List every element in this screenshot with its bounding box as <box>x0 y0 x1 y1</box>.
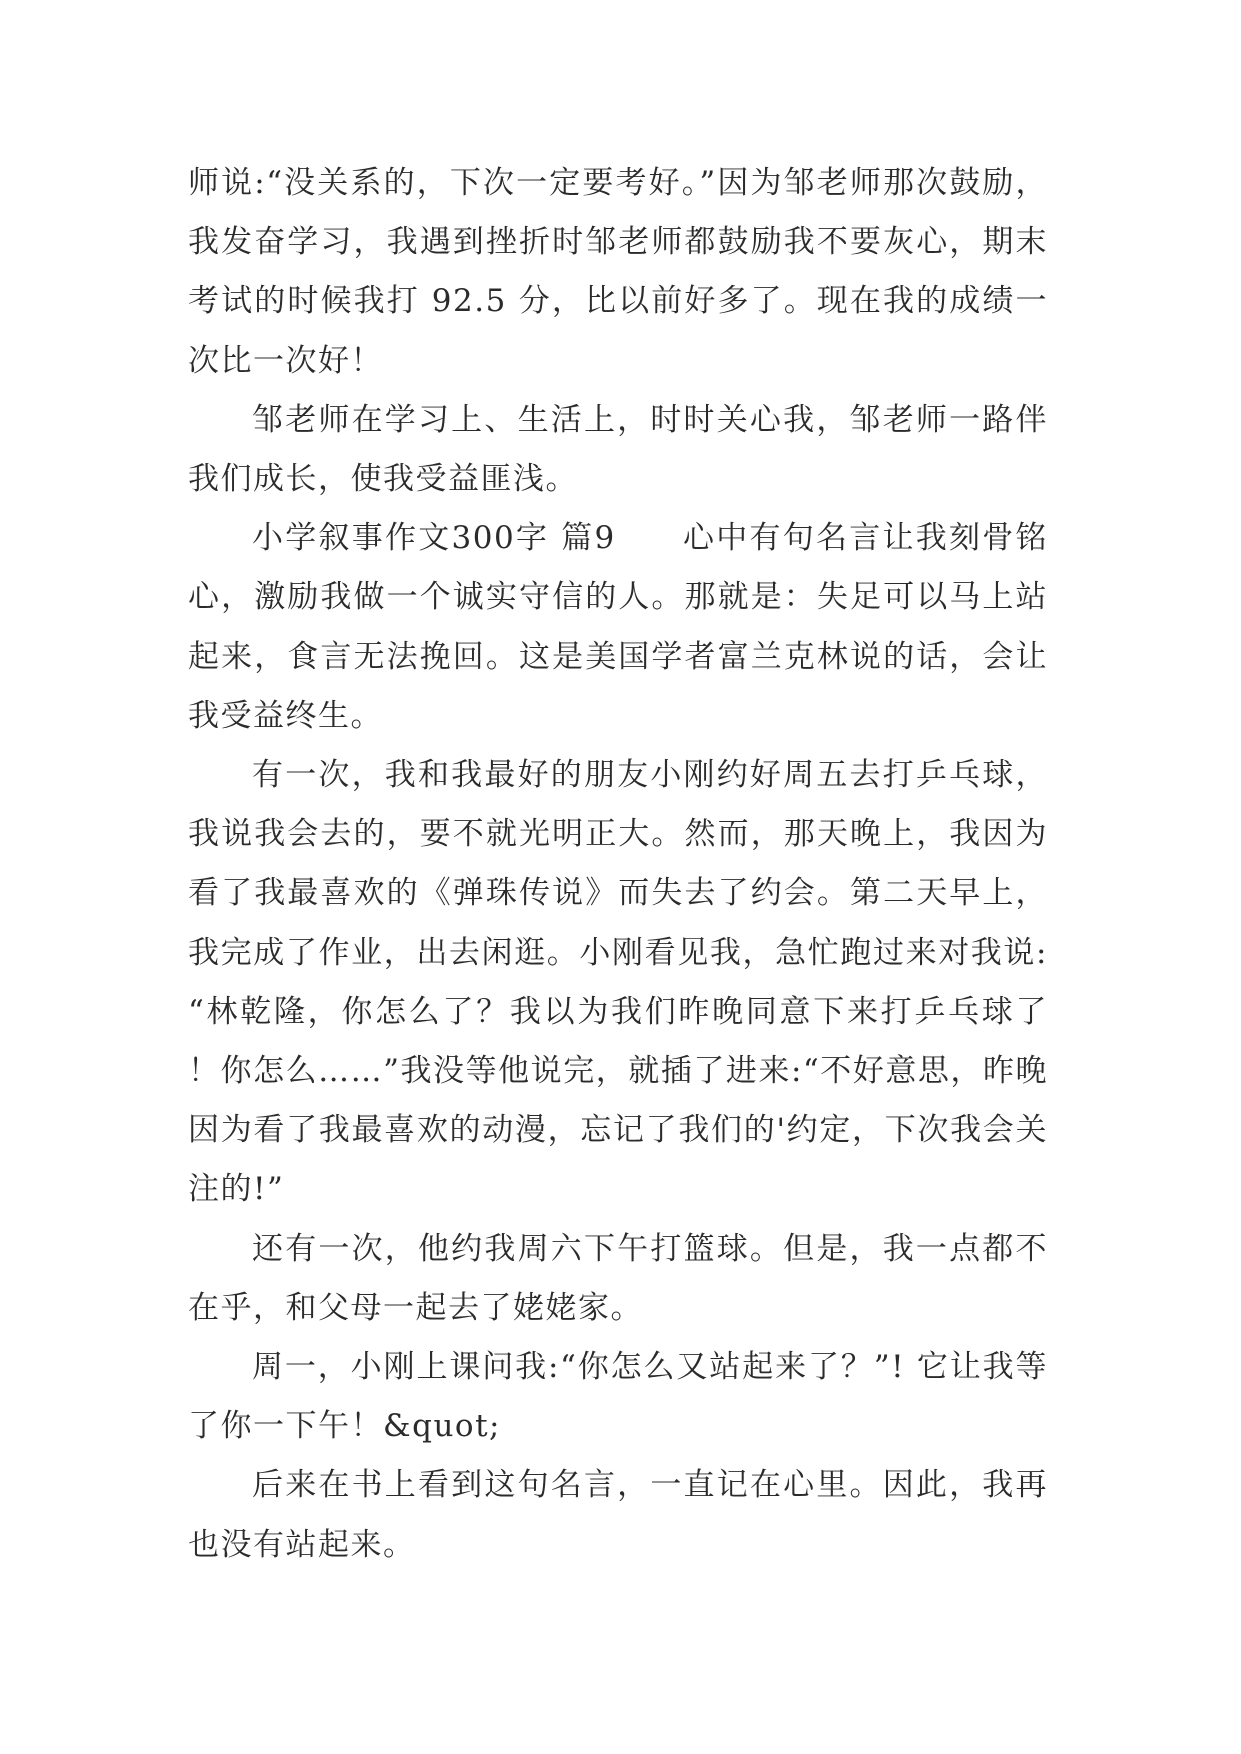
paragraph: 周一，小刚上课问我:“你怎么又站起来了？”! 它让我等了你一下午！&quot; <box>188 1349 1048 1445</box>
paragraph: 有一次，我和我最好的朋友小刚约好周五去打乒乓球，我说我会去的，要不就光明正大。然而，那天晚上，我因为看了我最喜欢的《弹珠传说》而失去了约会。第二天早上，我完成了作业，出去闲逛。小刚看见我，急忙跑过来对我说:“林乾隆，你怎么了？我以为我们昨晚同意下来打乒乓球了！你怎么……”我没等他说完，就插了进来:“不好意思，昨晚因为看了我最喜欢的动漫，忘记了我们的'约定，下次我会关注的!” <box>188 757 1048 1208</box>
paragraph-essay-heading: 小学叙事作文300字 篇9 心中有句名言让我刻骨铭心，激励我做一个诚实守信的人。那就是：失足可以马上站起来，食言无法挽回。这是美国学者富兰克林说的话，会让我受益终生。 <box>188 520 1048 734</box>
document-body <box>188 154 1048 1575</box>
paragraph-continuation: 师说:“没关系的，下次一定要考好。”因为邹老师那次鼓励，我发奋学习，我遇到挫折时邹老师都鼓励我不要灰心，期末考试的时候我打 92.5 分，比以前好多了。现在我的成绩一次比一次好！ <box>188 165 1048 379</box>
paragraph: 邹老师在学习上、生活上，时时关心我，邹老师一路伴我们成长，使我受益匪浅。 <box>188 401 1048 498</box>
paragraph: 后来在书上看到这句名言，一直记在心里。因此，我再也没有站起来。 <box>188 1467 1048 1563</box>
paragraph: 还有一次，他约我周六下午打篮球。但是，我一点都不在乎，和父母一起去了姥姥家。 <box>188 1230 1048 1326</box>
